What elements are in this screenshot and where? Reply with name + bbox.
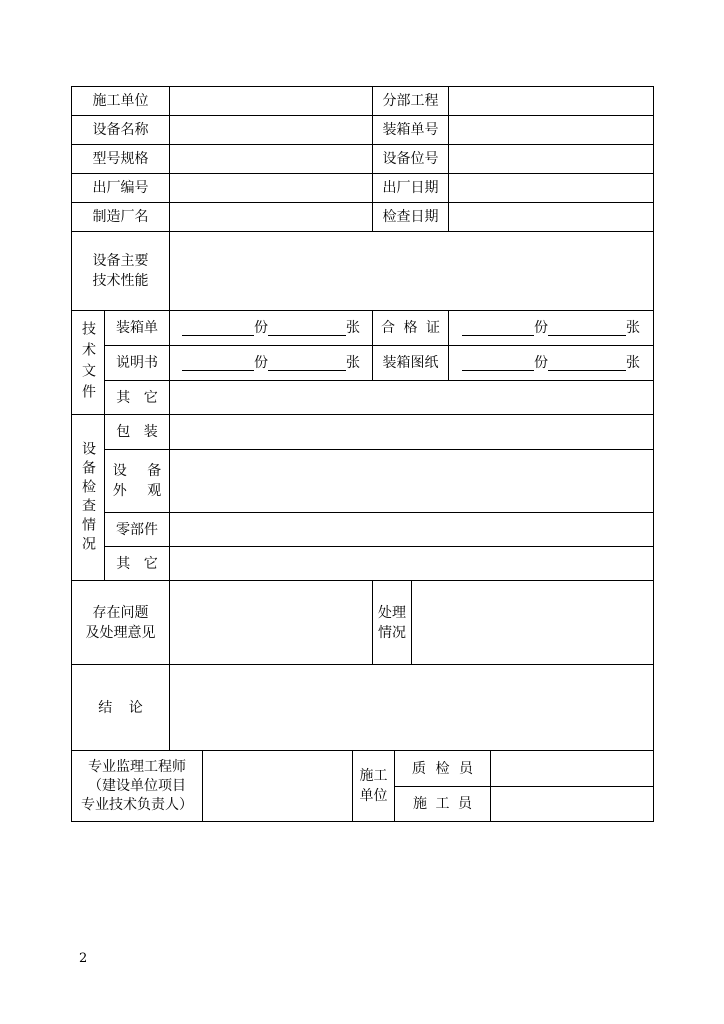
manufacture-date-field [448, 173, 654, 203]
sheets-unit: 张 [346, 320, 360, 336]
packing-list-no-field [448, 115, 654, 145]
copies-unit: 份 [254, 355, 268, 371]
technical-performance-field [169, 231, 654, 311]
manufacturer-field [169, 202, 373, 232]
issues-label-line2: 及处理意见 [85, 624, 156, 641]
packing-list-no-label: 装箱单号 [372, 115, 449, 145]
supervisor-label-line3: 专业技术负责人） [81, 796, 193, 813]
copies-unit: 份 [534, 320, 548, 336]
equipment-inspection-section-label [71, 414, 105, 581]
equipment-tag-no-label: 设备位号 [372, 144, 449, 174]
equipment-name-label: 设备名称 [71, 115, 170, 145]
construction-unit-field [169, 86, 373, 116]
serial-no-label: 出厂编号 [71, 173, 170, 203]
handling-label [372, 580, 412, 665]
appearance-label [104, 449, 170, 513]
copies-unit: 份 [254, 320, 268, 336]
issues-label-line1: 存在问题 [92, 604, 149, 621]
copies-blank [462, 321, 534, 336]
model-spec-field [169, 144, 373, 174]
conclusion-field [169, 664, 654, 751]
issues-label [71, 580, 170, 665]
inspection-date-field [448, 202, 654, 232]
packaging-field [169, 414, 654, 450]
appearance-label-line1: 设 备 [112, 463, 162, 479]
certificate-label: 合 格 证 [372, 310, 449, 346]
construction-worker-field [490, 786, 654, 822]
supervisor-signature-field [202, 750, 353, 822]
contractor-label [352, 750, 395, 822]
supervisor-label-line1: 专业监理工程师 [88, 758, 186, 775]
other-inspection-label: 其 它 [104, 546, 170, 581]
issues-field [169, 580, 373, 665]
copies-unit: 份 [534, 355, 548, 371]
supervisor-label-line2: （建设单位项目 [88, 777, 186, 794]
sheets-blank [268, 356, 346, 371]
sheets-unit: 张 [626, 355, 640, 371]
quality-inspector-field [490, 750, 654, 787]
handling-label-line1: 处理 [378, 604, 406, 621]
quality-inspector-label: 质 检 员 [394, 750, 491, 787]
equipment-tag-no-field [448, 144, 654, 174]
handling-label-line2: 情况 [378, 624, 406, 641]
copies-blank [182, 321, 254, 336]
page-number: 2 [79, 951, 88, 966]
contractor-label-line1: 施工 [359, 768, 388, 784]
manual-label: 说明书 [104, 345, 170, 381]
technical-performance-label [71, 231, 170, 311]
appearance-field [169, 449, 654, 513]
equipment-inspection-section-text: 设备检查情况 [80, 440, 96, 555]
other-documents-label: 其 它 [104, 380, 170, 415]
manufacture-date-label: 出厂日期 [372, 173, 449, 203]
sub-project-field [448, 86, 654, 116]
conclusion-label: 结 论 [71, 664, 170, 751]
packing-drawing-count-field [448, 345, 654, 381]
serial-no-field [169, 173, 373, 203]
sheets-blank [548, 356, 626, 371]
technical-performance-label-line1: 设备主要 [92, 253, 149, 269]
copies-blank [182, 356, 254, 371]
sheets-unit: 张 [346, 355, 360, 371]
sub-project-label: 分部工程 [372, 86, 449, 116]
certificate-count-field [448, 310, 654, 346]
technical-performance-label-line2: 技术性能 [92, 273, 149, 289]
copies-blank [462, 356, 534, 371]
model-spec-label: 型号规格 [71, 144, 170, 174]
other-documents-field [169, 380, 654, 415]
inspection-date-label: 检查日期 [372, 202, 449, 232]
supervisor-label [71, 750, 203, 822]
packing-list-label: 装箱单 [104, 310, 170, 346]
construction-worker-label: 施 工 员 [394, 786, 491, 822]
handling-field [411, 580, 654, 665]
packing-drawing-label: 装箱图纸 [372, 345, 449, 381]
contractor-label-line2: 单位 [359, 788, 388, 804]
sheets-blank [268, 321, 346, 336]
packaging-label: 包 装 [104, 414, 170, 450]
technical-documents-section-text: 技术文件 [80, 320, 96, 405]
construction-unit-label: 施工单位 [71, 86, 170, 116]
packing-list-count-field [169, 310, 373, 346]
manufacturer-label: 制造厂名 [71, 202, 170, 232]
other-inspection-field [169, 546, 654, 581]
technical-documents-section-label [71, 310, 105, 415]
equipment-name-field [169, 115, 373, 145]
parts-label: 零部件 [104, 512, 170, 547]
appearance-label-line2: 外 观 [112, 483, 162, 499]
sheets-unit: 张 [626, 320, 640, 336]
parts-field [169, 512, 654, 547]
manual-count-field [169, 345, 373, 381]
sheets-blank [548, 321, 626, 336]
